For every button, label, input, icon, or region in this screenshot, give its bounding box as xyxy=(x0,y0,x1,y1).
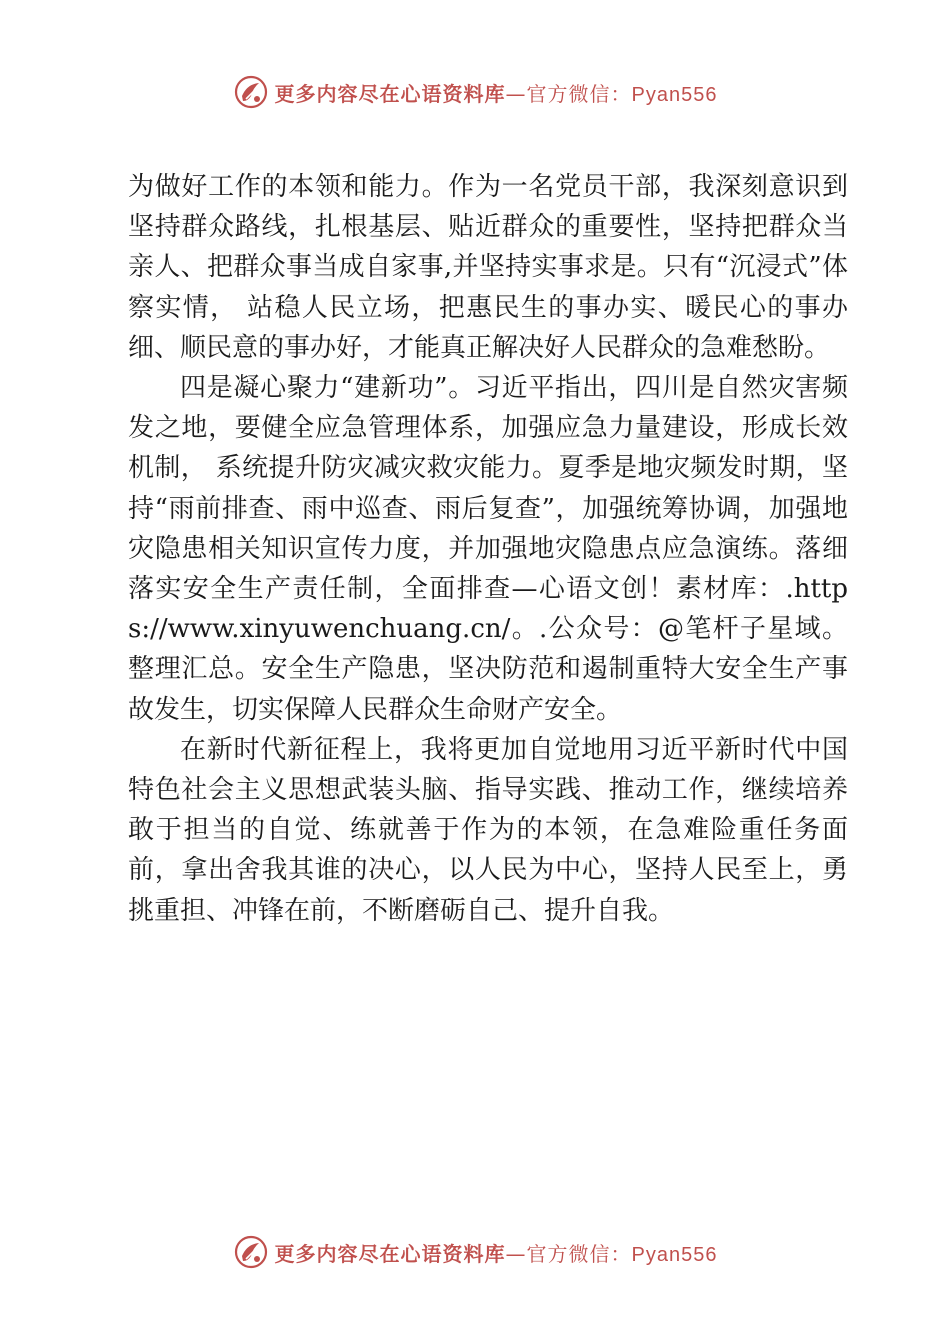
footer-watermark-sub: 官方微信： xyxy=(526,1241,632,1266)
footer-watermark-text xyxy=(275,1238,718,1267)
footer-watermark-id: Pyan556 xyxy=(631,1243,718,1266)
header-watermark-dash: — xyxy=(505,81,527,106)
footer-watermark-dash: — xyxy=(505,1241,527,1266)
header-watermark-id: Pyan556 xyxy=(631,83,718,106)
brand-logo-icon xyxy=(233,74,269,110)
brand-logo-icon xyxy=(233,1234,269,1270)
paragraph-2: 四是凝心聚力“建新功”。习近平指出，四川是自然灾害频发之地，要健全应急管理体系，加强应急力量建设，形成长效机制， 系统提升防灾减灾救灾能力。夏季是地灾频发时期，坚持“雨前排查、雨中巡查、雨后复查”，加强统筹协调，加强地灾隐患相关知识宣传力度，并加强地灾隐患点应急演练。落细落实安全生产责任制，全面排查—心语文创！素材库：.https://www.xinyuwenchuang.cn/。.公众号：@笔杆子星域。整理汇总。安全生产隐患，坚决防范和遏制重特大安全生产事故发生，切实保障人民群众生命财产安全。 xyxy=(128,373,848,725)
paragraph-1: 为做好工作的本领和能力。作为一名党员干部，我深刻意识到坚持群众路线，扎根基层、贴近群众的重要性，坚持把群众当亲人、把群众事当成自家事,并坚持实事求是。只有“沉浸式”体察实情， 站稳人民立场，把惠民生的事办实、暖民心的事办细、顺民意的事办好，才能真正解决好人民群众的急难愁盼。 xyxy=(128,172,848,363)
header-watermark-sub: 官方微信： xyxy=(526,81,632,106)
paragraph-3: 在新时代新征程上，我将更加自觉地用习近平新时代中国特色社会主义思想武装头脑、指导实践、推动工作，继续培养敢于担当的自觉、练就善于作为的本领，在急难险重任务面前，拿出舍我其谁的决心，以人民为中心，坚持人民至上，勇挑重担、冲锋在前，不断磨砺自己、提升自我。 xyxy=(128,734,848,926)
header-watermark-main: 更多内容尽在心语资料库 xyxy=(274,81,506,106)
header-watermark-banner xyxy=(0,67,950,117)
document-body xyxy=(128,167,848,931)
footer-watermark-banner xyxy=(0,1227,950,1277)
header-watermark-text xyxy=(275,78,718,107)
footer-watermark-main: 更多内容尽在心语资料库 xyxy=(274,1241,506,1266)
